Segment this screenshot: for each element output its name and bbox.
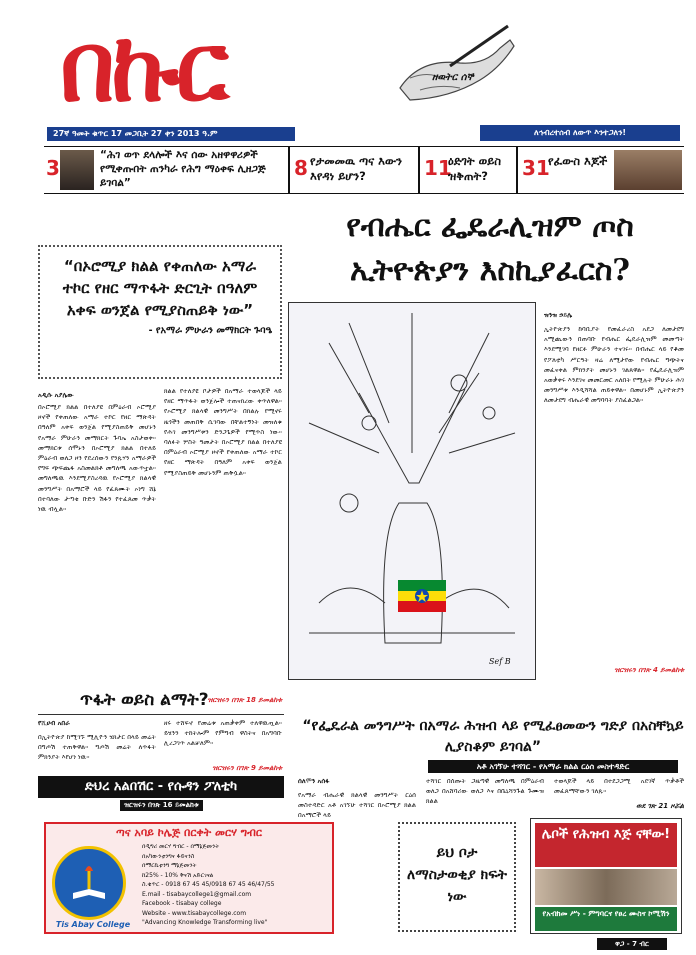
ad-line: በአካውንቲንግና ፋይናንስ — [142, 852, 195, 860]
jump-link[interactable]: ዝርዝሩን በገጽ 18 ይመልከቱ — [207, 696, 282, 704]
pull-quote: “በኦሮሚያ ክልል የቀጠለው አማራ ተኮር የዘር ማጥፋት ድርጊት በዓለም አቀፍ ወንጀል የሚያስጠይቅ ነው” — [62, 257, 258, 319]
article-column-2: ክልል የተለያዩ ቦታዎች በአማራ ተወላጆች ላይ የዘር ማጥፋት ወንጀሎች ተጠናክረው ቀጥለዋል። የኦሮሚያ ክልላዊ መንግሥት በክልሉ የሚኖሩ ዜጎችን መጠበቅ ሲገባው በቸልተኝነት መዝለቁ የሕገ መንግሥቱን ድንጋጌዎች የሚጥስ ነው። ባለፉት ሦስት ዓመታት በኦሮሚያ ክልል በተለያዩ በምዕራብ ኦሮሚያ ዞኖች የቀጠለው አማራ ተኮር የዘር ማጽዳት በዓለም አቀፍ ወንጀል የሚያስጠይቅ መሆኑንም ጠቅሷል። — [164, 387, 282, 477]
cartoon-illustration — [289, 303, 535, 679]
sudan-headline[interactable]: ድህረ አልበሽር - የሱዳን ፖለቲካ — [38, 776, 284, 798]
artist-signature: Sef B — [489, 657, 511, 666]
ad-line: Facebook - tisabay college — [142, 900, 222, 907]
jump-link[interactable]: ወደ ገጽ 21 ዞሯል — [636, 802, 684, 810]
ad-line: በዲግሪ መርሃ ግብር - በማኔጅመንት — [142, 843, 220, 850]
ad-line: E.mail - tisabaycollege1@gmail.com — [142, 890, 252, 898]
ad-space-placeholder[interactable]: ይህ ቦታ ለማስታወቂያ ክፍት ነው — [398, 822, 516, 932]
teaser-page-number: 8 — [294, 156, 308, 180]
teaser-text: ዕድገት ወይስ ዝቅጠት? — [448, 154, 502, 183]
quote-attribution: - የአማራ ምሁራን መማክርት ጉባዔ — [148, 325, 272, 336]
byline: የሺሀብ አበራ — [38, 719, 70, 727]
ad-line: በማርኬቲንግ ማኔጅመንት — [142, 862, 197, 869]
ad-line: ከ25% - 10% ቅናሽ አድርገናል — [142, 871, 214, 879]
article-body: ኢትዮጵያን ከባቢያት የመፈራረስ አደጋ ለመታደግ አሚጪውን በጠባቡ የብሔር ፌዴራሊዝም መመጣት እንደሚገባ የዘርፉ ምሁራን ተናገሩ። በብሔር ላይ የቆመ የፖለቲካ ሥርዓት ዛሬ ለሚታየው የብሔር ግጭትና መፈናቀል ምክንያት መሆኑን ገልጸዋል። የፌዴራሊዝም አወቃቀሩ እንደገና መመርመር አለበት የሚሉት ምሁራኑ ሕገ መንግሥቱ እንዲሻሻል ጠይቀዋል። በመሆኑም ኢትዮጵያን ለመታደግ ብሔራዊ መግባባት ያስፈልጋል። — [544, 325, 684, 405]
teaser-photo — [614, 150, 682, 190]
ad-line: Website - www.tisabaycollege.com — [142, 909, 247, 917]
masthead-slogan: ዘወትር ሰኞ — [432, 72, 474, 83]
editorial-cartoon — [288, 302, 536, 680]
ethiopian-flag-icon — [398, 580, 446, 612]
main-headline[interactable]: የብሔር ፌዴራሊዝም ጦስ ኢትዮጵያን እስኪያፈርስ? — [346, 209, 634, 288]
masthead-title: በኩር — [60, 10, 225, 123]
anticorruption-advertisement[interactable] — [530, 818, 682, 934]
college-logo-text: Tis Abay College — [55, 920, 131, 929]
teaser-3[interactable] — [418, 146, 514, 194]
teaser-photo — [60, 150, 94, 190]
article-column-3: ተወላጆች ላይ በተደጋጋሚ አደገኛ ጥቃቶች መፈጸማቸውን ገለጹ። — [554, 777, 684, 796]
divider — [38, 714, 284, 715]
teaser-1[interactable] — [44, 146, 284, 194]
quote-speaker: አቶ አገኘሁ ተሻገር - የአማራ ክልል ርዕሰ መስተዳድር — [428, 760, 678, 773]
book-torch-icon — [55, 849, 123, 917]
leader-quote[interactable]: “የፌዴራል መንግሥት በአማራ ሕዝብ ላይ የሚፈፀመውን ግድያ በአስቸኳይ ሊያስቆም ይገባል” — [302, 718, 684, 755]
byline: ዝንዝ ኃይሌ — [544, 311, 573, 319]
writing-hand-illustration — [390, 18, 520, 110]
college-advertisement[interactable] — [44, 822, 334, 934]
price-tag: ዋጋ - 7 ብር — [597, 938, 667, 950]
byline: አዲሱ አያሌው — [38, 391, 74, 399]
section-title[interactable]: ጥፋት ወይስ ልማት? — [80, 690, 209, 710]
teaser-page-number: 11 — [424, 156, 452, 180]
ad-title: ጣና አባይ ኮሌጅ በርቀት መርሃ ግብር — [116, 826, 262, 839]
teaser-2[interactable] — [288, 146, 414, 194]
article-column-2: ዘሩ ተሸፍኖ የመሬቱ አጠቃቀም ተለዋዉጧል። ይሄንን ተከትሎም የምግብ ዋስትና በአግባቡ ሊረጋገጥ አልቻለም። — [164, 719, 282, 748]
teaser-page-number: 3 — [46, 156, 60, 180]
teaser-4[interactable] — [516, 146, 684, 194]
ad-title: ሌቦች የሕዝብ እጅ ናቸው! — [535, 823, 677, 867]
jump-link[interactable]: ዝርዝሩን በገጽ 4 ይመልከቱ — [614, 666, 684, 674]
jump-link[interactable]: ዝርዝሩን በገጽ 16 ይመልከቱ — [120, 800, 203, 811]
quote-box — [38, 245, 282, 379]
teaser-text: የፈውስ እጆች — [548, 154, 608, 168]
jump-link[interactable]: ዝርዝሩን በገጽ 9 ይመልከቱ — [212, 764, 282, 772]
ad-details — [142, 842, 330, 928]
college-logo — [52, 846, 126, 920]
date-line: 27ኛ ዓመት ቁጥር 17 መጋቢት 27 ቀን 2013 ዓ.ም — [47, 127, 295, 141]
ad-photo — [535, 869, 677, 905]
ad-line: "Advancing Knowledge Transforming live" — [142, 919, 268, 926]
ad-line: ስ.ቁጥር - 0918 67 45 45/0918 67 45 46/47/55 — [142, 881, 275, 888]
article-column-1: በኢትዮጵያ ከሚገኙ ሚሊዮን ሄክታር በላይ መሬት በግጦሽ ተጠቅዋል። ግጦሽ መሬት ለጥፋት ምክንያት እየሆነ ነዉ። — [38, 733, 156, 762]
article-column-1: በኦሮሚያ ክልል በተለያዩ በምዕራብ ኦሮሚያ ዞኖች የቀጠለው አማራ ተኮር የዘር ማጽዳት በዓለም አቀፍ ወንጀል የሚያስጠይቅ መሆኑን የአማራ ምሁራን መማክርት ጉባኤ አስታወቀ። መማክርቱ ሰሞኑን በኦሮሚያ ክልል በተለይ ምዕራብ ወለጋ ዞን የደረሰውን የንጹሃን አማራዎች የግፍ ጭፍጨፋ አስመልክቶ መግለጫ አውጥቷል። መግለጫዉ እንደሚያስረዳዉ የኦሮሚያ ክልላዊ መንግሥት በአማሮች ላይ የፈጸሙት ኦነግ ሸኔ በተባለው ታጣቂ ቡድን ሽፋን የተፈጸመ ጥቃት ነዉ ብሏል። — [38, 403, 156, 514]
ad-subtitle: የአብክመ ሥነ - ምግባርና የፀረ ሙስና ኮሚሽን — [535, 907, 677, 931]
teaser-text: የታመመዉ ጣና እውን እየዳነ ይሆን? — [310, 154, 403, 183]
byline: ሰለሞን አሰፋ — [298, 777, 330, 785]
article-column-1: የአማራ ብሔራዊ ክልላዊ መንግሥት ርዕሰ መስተዳድር አቶ አገኘሁ ተሻገር በኦሮሚያ ክልል በአማሮች ላይ — [298, 791, 416, 820]
tagline: ለኅብረተሰብ ለውጥ እንተጋለን! — [480, 125, 680, 141]
article-column-2: ተሻገር በሰጡት ጋዜጣዊ መግለጫ በምዕራብ ወለጋ በአሸባሪው ወለጋ እና በቤኒሻንጉል ጉሙዝ ክልል — [426, 777, 544, 806]
teaser-text: “ሕገ ወጥ ደላሎች እና ሰው አዘዋዋሪዎች የሚቀጡበት ጠንካራ የሕግ ማዕቀፍ ሊዘጋጅ ይገባል” — [100, 149, 266, 189]
teaser-page-number: 31 — [522, 156, 550, 180]
